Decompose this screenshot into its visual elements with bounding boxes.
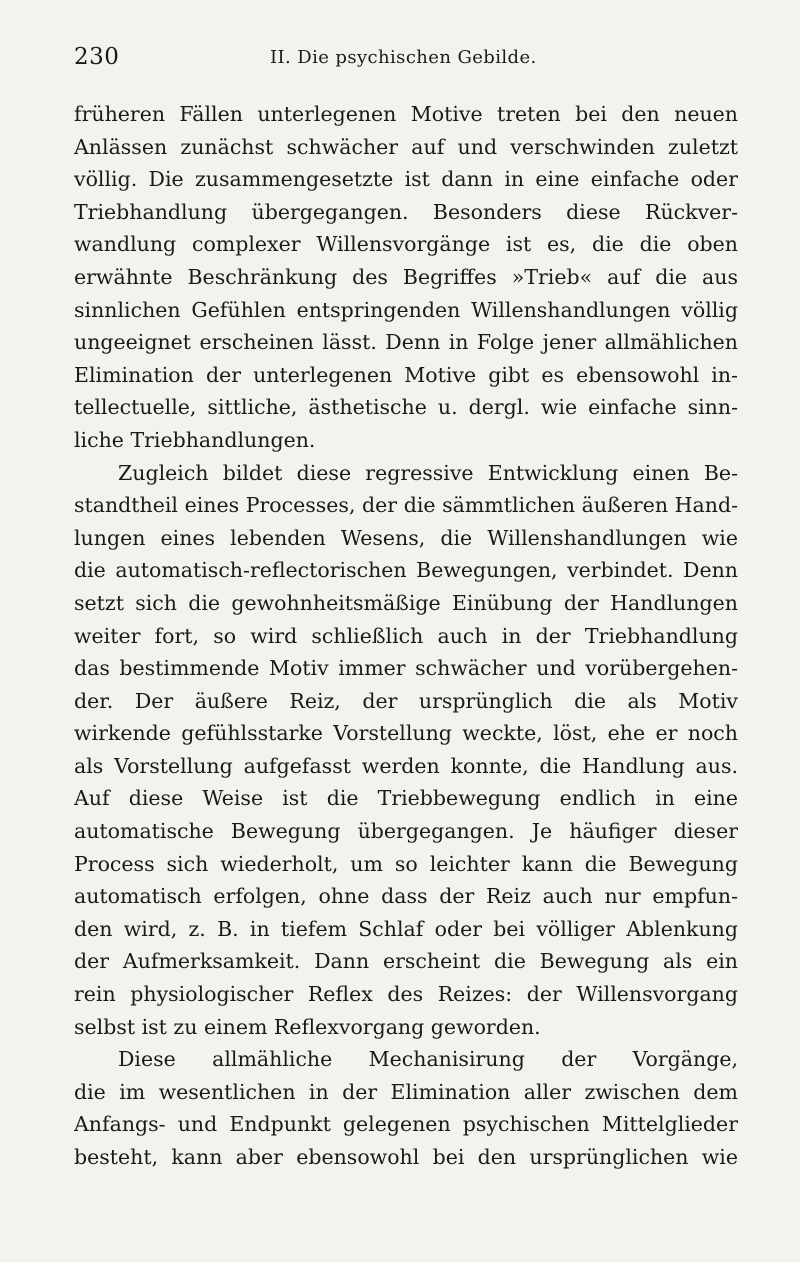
- text-line: ungeeignet erscheinen lässt. Denn in Folge jener allmählichen: [74, 330, 738, 355]
- text-line: früheren Fällen unterlegenen Motive treten bei den neuen: [74, 102, 738, 126]
- text-line: rein physiologischer Reflex des Reizes: der Willensvorgang: [74, 982, 738, 1007]
- text-line: weiter fort, so wird schließlich auch in der Triebhandlung: [74, 623, 738, 648]
- text-line: als Vorstellung aufgefasst werden konnte, die Handlung aus.: [74, 753, 738, 778]
- text-line: den wird, z. B. in tiefem Schlaf oder bei völliger Ablenkung: [74, 916, 738, 941]
- running-head: II. Die psychischen Gebilde.: [270, 47, 537, 68]
- text-line: Auf diese Weise ist die Triebbewegung endlich in eine: [74, 786, 738, 811]
- text-line: Process sich wiederholt, um so leichter kann die Bewegung: [74, 851, 738, 876]
- text-line: tellectuelle, sittliche, ästhetische u. dergl. wie einfache sinn-: [74, 395, 738, 420]
- text-line: Elimination der unterlegenen Motive gibt es ebensowohl in-: [74, 362, 738, 387]
- page-header: [74, 44, 736, 76]
- text-line: lungen eines lebenden Wesens, die Willenshandlungen wie: [74, 525, 738, 550]
- text-line: wandlung complexer Willensvorgänge ist es, die die oben: [74, 232, 738, 257]
- text-line: automatische Bewegung übergegangen. Je häufiger dieser: [74, 819, 738, 844]
- body-text: [74, 98, 738, 1174]
- paragraph-last-line: selbst ist zu einem Reflexvorgang geworden.: [74, 1014, 541, 1039]
- text-line: standtheil eines Processes, der die sämmtlichen äußeren Hand-: [74, 493, 738, 518]
- text-line: setzt sich die gewohnheitsmäßige Einübung der Handlungen: [74, 590, 738, 615]
- paragraph-first-line: Diese allmähliche Mechanisirung der Vorgänge,: [118, 1047, 738, 1072]
- paragraph-first-line: Zugleich bildet diese regressive Entwicklung einen Be-: [118, 460, 738, 485]
- text-line: das bestimmende Motiv immer schwächer und vorübergehen-: [74, 656, 738, 681]
- text-line: Anfangs- und Endpunkt gelegenen psychischen Mittelglieder: [74, 1112, 738, 1137]
- text-line: sinnlichen Gefühlen entspringenden Willenshandlungen völlig: [74, 297, 738, 322]
- text-line: Triebhandlung übergegangen. Besonders diese Rückver-: [74, 199, 738, 224]
- paragraph-last-line: liche Triebhandlungen.: [74, 427, 316, 452]
- text-line: besteht, kann aber ebensowohl bei den ursprünglichen wie: [74, 1145, 738, 1169]
- text-line: die automatisch-reflectorischen Bewegungen, verbindet. Denn: [74, 558, 738, 583]
- text-line: automatisch erfolgen, ohne dass der Reiz auch nur empfun-: [74, 884, 738, 909]
- text-line: erwähnte Beschränkung des Begriffes »Trieb« auf die aus: [74, 264, 738, 289]
- text-line: wirkende gefühlsstarke Vorstellung weckte, löst, ehe er noch: [74, 721, 738, 746]
- text-line: Anlässen zunächst schwächer auf und verschwinden zuletzt: [74, 134, 738, 159]
- text-line: der Aufmerksamkeit. Dann erscheint die Bewegung als ein: [74, 949, 738, 974]
- text-line: die im wesentlichen in der Elimination aller zwischen dem: [74, 1079, 738, 1104]
- text-line: der. Der äußere Reiz, der ursprünglich die als Motiv: [74, 688, 738, 713]
- page-number: 230: [74, 44, 120, 70]
- text-line: völlig. Die zusammengesetzte ist dann in eine einfache oder: [74, 167, 738, 192]
